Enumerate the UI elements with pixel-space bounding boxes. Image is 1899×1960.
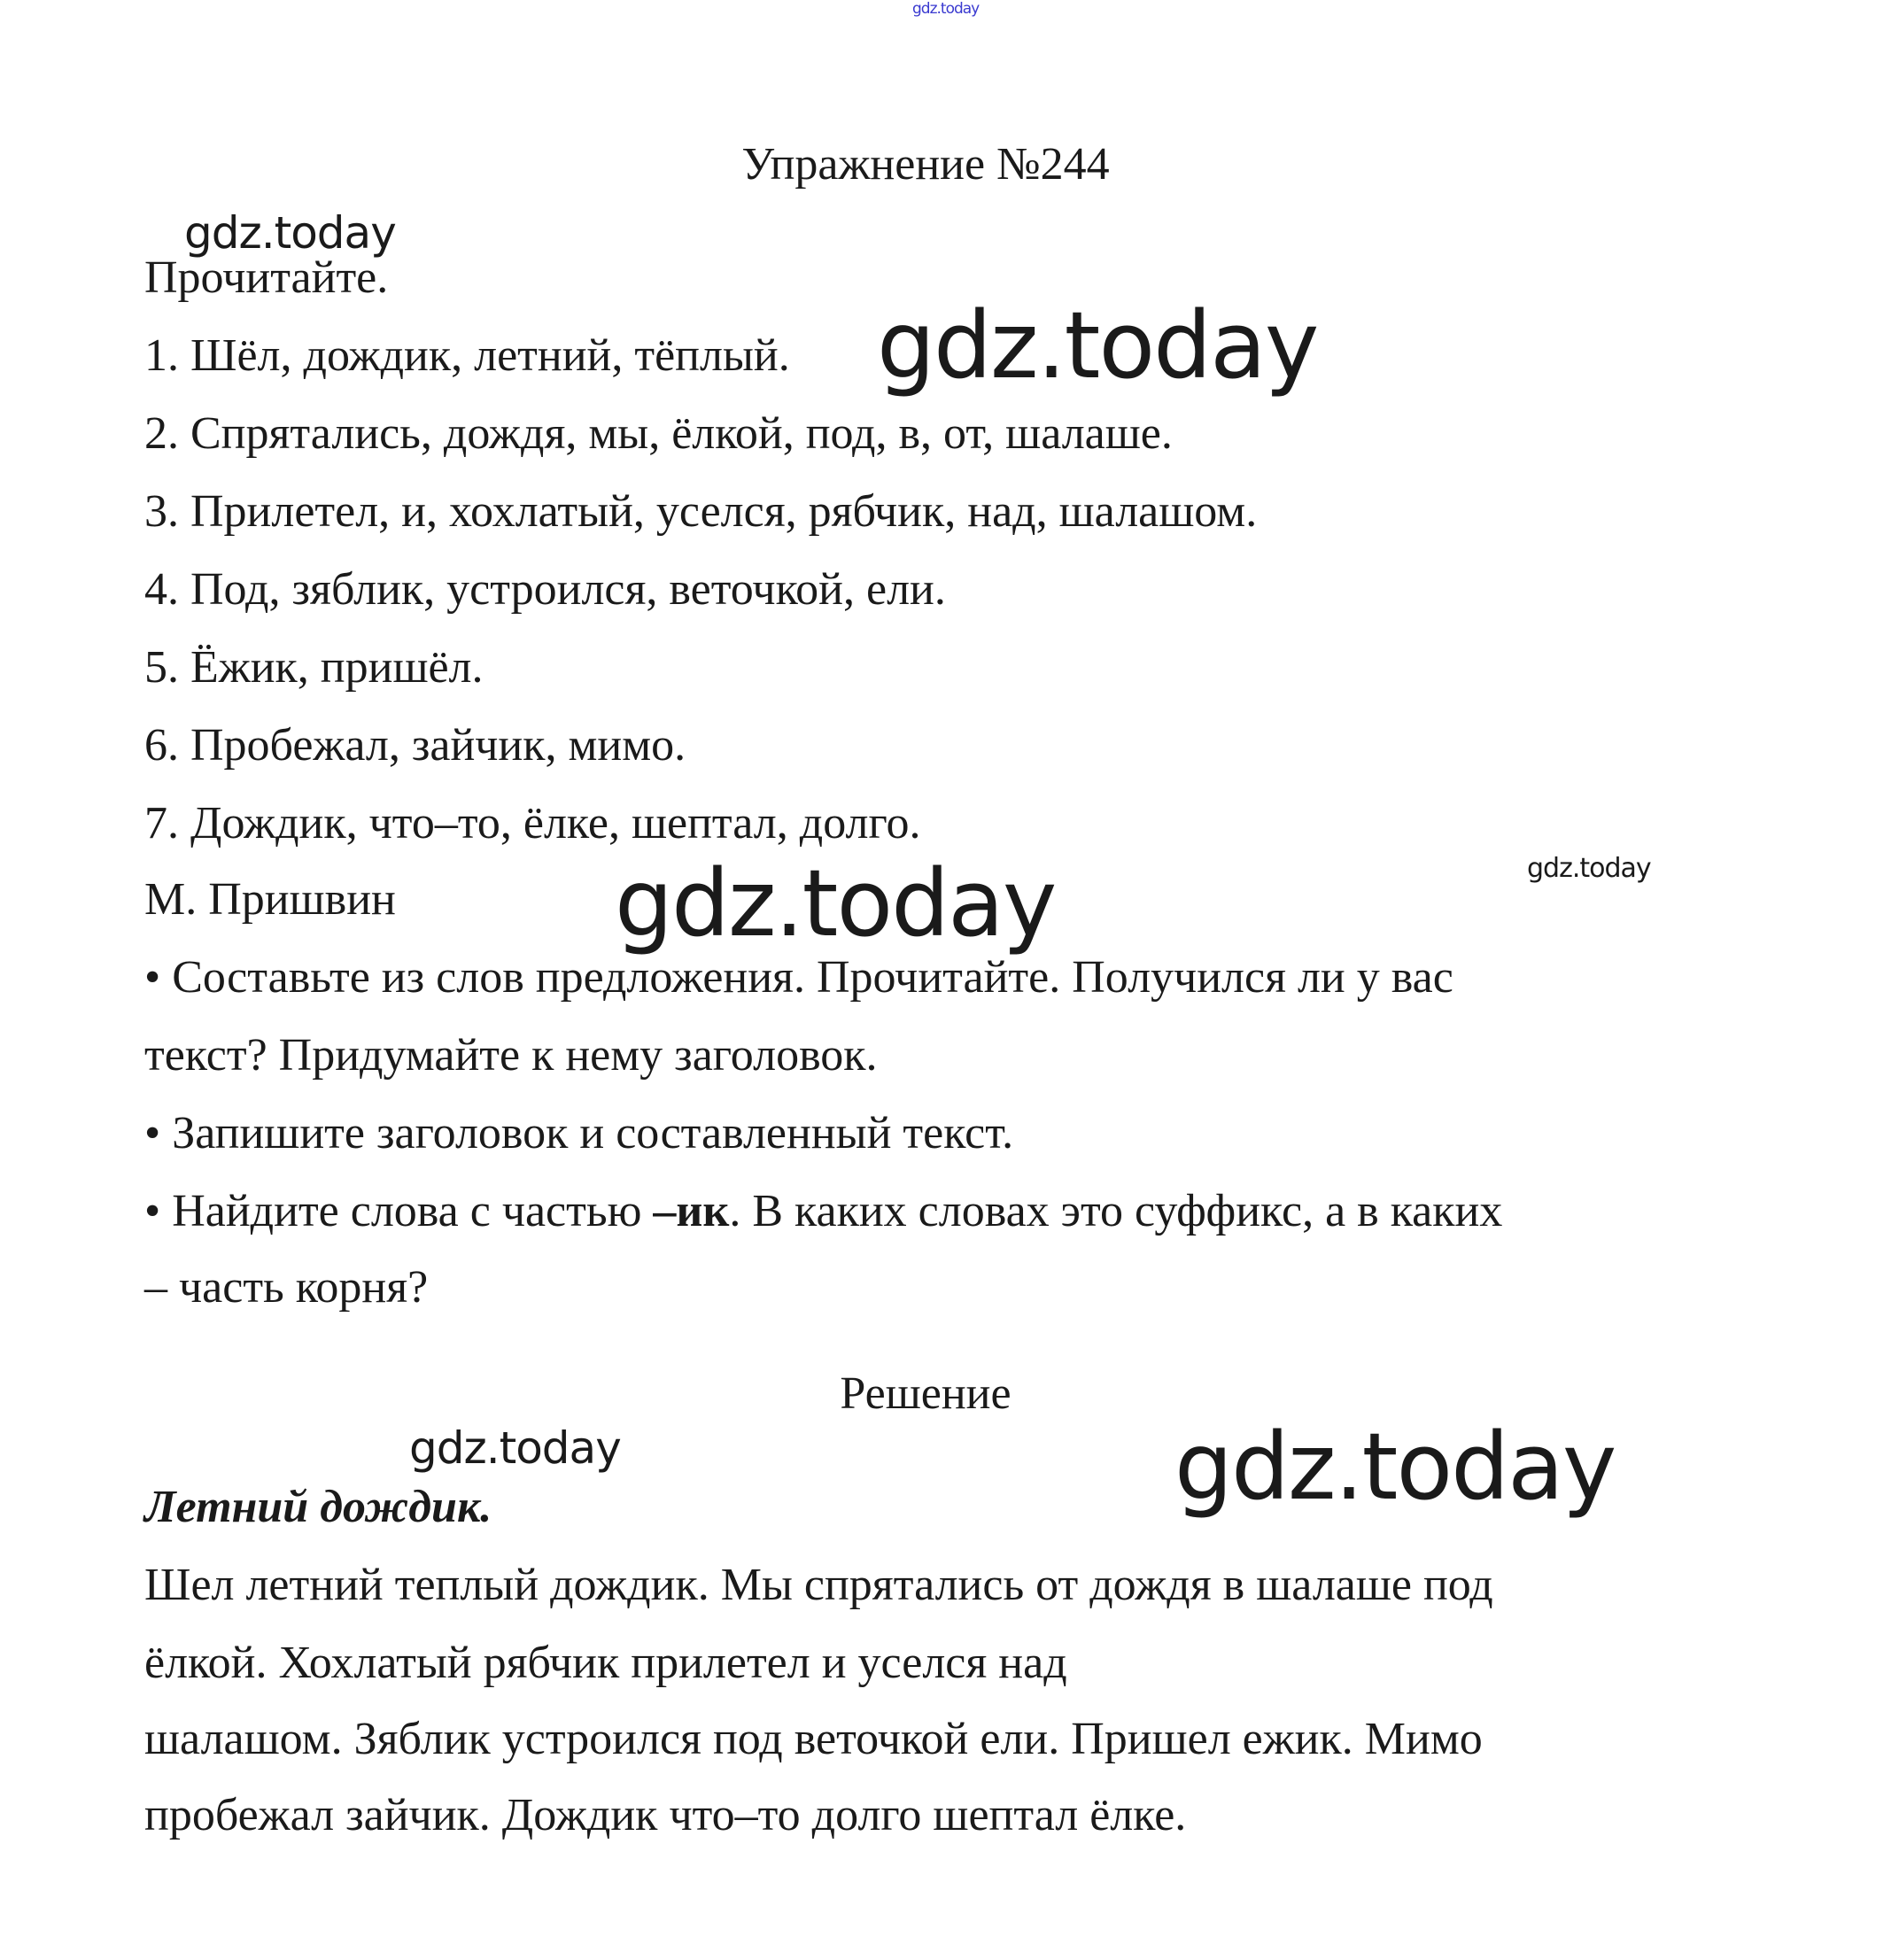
- task-3-line-2: – часть корня?: [144, 1262, 429, 1313]
- task-2: • Запишите заголовок и составленный текст.: [144, 1108, 1014, 1158]
- sentence-item: 1. Шёл, дождик, летний, тёплый.: [144, 330, 790, 381]
- solution-line: шалашом. Зяблик устроился под веточкой ели. Пришел ежик. Мимо: [144, 1714, 1483, 1764]
- task-3-line-1: [144, 1185, 1502, 1238]
- watermark-tiny: gdz.today: [912, 0, 980, 18]
- watermark-xs: gdz.today: [1527, 853, 1651, 884]
- solution-line: пробежал зайчик. Дождик что–то долго шептал ёлке.: [144, 1790, 1187, 1840]
- watermark-large: gdz.today: [877, 291, 1318, 399]
- watermark-large: gdz.today: [1174, 1413, 1616, 1521]
- sentence-item: 4. Под, зяблик, устроился, веточкой, ели.: [144, 564, 946, 615]
- author: М. Пришвин: [144, 874, 396, 925]
- exercise-instruction: Прочитайте.: [144, 252, 389, 303]
- sentence-item: 7. Дождик, что–то, ёлке, шептал, долго.: [144, 798, 921, 848]
- task-3-text-after: . В каких словах это суффикс, а в каких: [729, 1186, 1503, 1236]
- task-1-line-1: • Составьте из слов предложения. Прочитайте. Получился ли у вас: [144, 952, 1453, 1003]
- solution-title: Летний дождик.: [144, 1482, 492, 1532]
- watermark-small: gdz.today: [184, 207, 396, 259]
- sentence-item: 5. Ёжик, пришёл.: [144, 642, 484, 693]
- solution-heading: Решение: [840, 1368, 1012, 1419]
- suffix-ik: –ик: [653, 1186, 730, 1236]
- task-3-text-before: • Найдите слова с частью: [144, 1186, 654, 1236]
- sentence-item: 6. Пробежал, зайчик, мимо.: [144, 720, 686, 771]
- solution-line: Шел летний теплый дождик. Мы спрятались от дождя в шалаше под: [144, 1560, 1493, 1610]
- sentence-item: 3. Прилетел, и, хохлатый, уселся, рябчик, над, шалашом.: [144, 486, 1258, 537]
- solution-line: ёлкой. Хохлатый рябчик прилетел и уселся над: [144, 1638, 1067, 1688]
- watermark-small: gdz.today: [409, 1422, 621, 1474]
- task-1-line-2: текст? Придумайте к нему заголовок.: [144, 1030, 878, 1081]
- watermark-large: gdz.today: [615, 849, 1056, 957]
- sentence-item: 2. Спрятались, дождя, мы, ёлкой, под, в, от, шалаше.: [144, 408, 1173, 459]
- exercise-title: Упражнение №244: [741, 139, 1110, 190]
